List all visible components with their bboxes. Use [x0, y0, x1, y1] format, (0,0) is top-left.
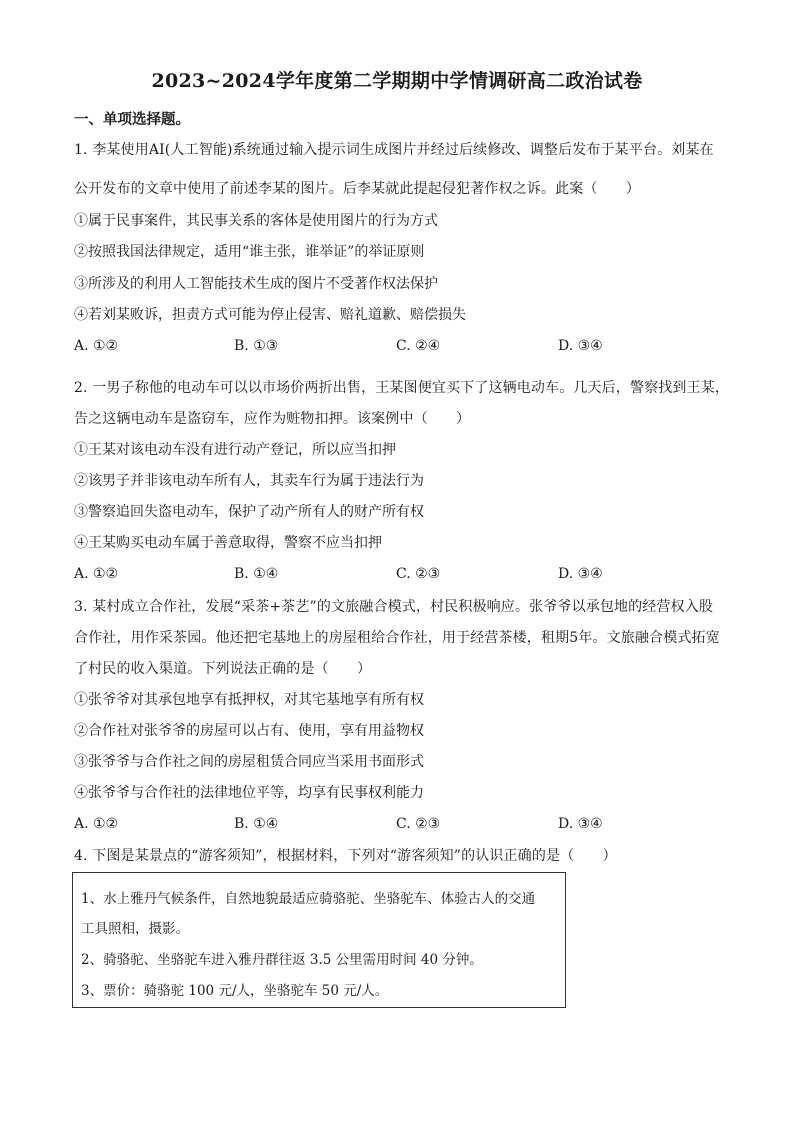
question-3-statement-2: ②合作社对张爷爷的房屋可以占有、使用，享有用益物权 — [74, 723, 424, 739]
question-2-statement-4: ④王某购买电动车属于善意取得，警察不应当扣押 — [74, 535, 382, 551]
question-2-option-a[interactable]: A. ①② — [74, 566, 119, 582]
notice-line-3: 2、骑骆驼、坐骆驼车进入雅丹群往返 3.5 公里需用时间 40 分钟。 — [81, 952, 483, 968]
question-3-stem-line-2: 合作社，用作采茶园。他还把宅基地上的房屋租给合作社，用于经营茶楼，租期5年。文旅融合模式拓宽 — [74, 630, 720, 646]
exam-title: 2023~2024学年度第二学期期中学情调研高二政治试卷 — [151, 70, 643, 92]
question-1-option-d[interactable]: D. ③④ — [558, 338, 603, 354]
question-3-statement-4: ④张爷爷与合作社的法律地位平等，均享有民事权利能力 — [74, 785, 424, 801]
question-1-statement-4: ④若刘某败诉，担责方式可能为停止侵害、赔礼道歉、赔偿损失 — [74, 307, 466, 323]
question-1-stem-line-2: 公开发布的文章中使用了前述李某的图片。后李某就此提起侵犯著作权之诉。此案（ ） — [74, 181, 640, 197]
question-3-stem-line-1: 3. 某村成立合作社，发展“采茶+茶艺”的文旅融合模式，村民积极响应。张爷爷以承包地的经营权入股 — [74, 599, 714, 615]
question-3-statement-3: ③张爷爷与合作社之间的房屋租赁合同应当采用书面形式 — [74, 754, 424, 770]
notice-line-2: 工具照相，摄影。 — [81, 921, 189, 937]
question-2-statement-1: ①王某对该电动车没有进行动产登记，所以应当扣押 — [74, 442, 396, 458]
question-1-option-b[interactable]: B. ①③ — [234, 338, 279, 354]
question-1-option-a[interactable]: A. ①② — [74, 338, 119, 354]
visitor-notice-box — [72, 872, 566, 1008]
question-3-option-d[interactable]: D. ③④ — [558, 816, 603, 832]
question-2-stem-line-2: 告之这辆电动车是盗窃车，应作为赃物扣押。该案例中（ ） — [74, 411, 471, 427]
question-3-statement-1: ①张爷爷对其承包地享有抵押权，对其宅基地享有所有权 — [74, 692, 424, 708]
question-2-options — [74, 566, 714, 584]
question-1-option-c[interactable]: C. ②④ — [396, 338, 441, 354]
notice-line-1: 1、水上雅丹气候条件，自然地貌最适应骑骆驼、坐骆驼车、体验古人的交通 — [81, 891, 536, 907]
question-2-option-d[interactable]: D. ③④ — [558, 566, 603, 582]
question-3-stem-line-3: 了村民的收入渠道。下列说法正确的是（ ） — [74, 661, 372, 677]
question-3-option-c[interactable]: C. ②③ — [396, 816, 441, 832]
question-1-statement-2: ②按照我国法律规定，适用“谁主张，谁举证”的举证原则 — [74, 244, 425, 260]
question-3-options — [74, 816, 714, 834]
question-2-option-c[interactable]: C. ②③ — [396, 566, 441, 582]
question-2-stem-line-1: 2. 一男子称他的电动车可以以市场价两折出售，王某图便宜买下了这辆电动车。几天后，警察找到王某， — [74, 380, 730, 396]
question-1-statement-1: ①属于民事案件，其民事关系的客体是使用图片的行为方式 — [74, 213, 438, 229]
question-2-statement-3: ③警察追回失盗电动车，保护了动产所有人的财产所有权 — [74, 504, 424, 520]
question-2-option-b[interactable]: B. ①④ — [234, 566, 279, 582]
question-1-statement-3: ③所涉及的利用人工智能技术生成的图片不受著作权法保护 — [74, 276, 438, 292]
notice-line-4: 3、票价：骑骆驼 100 元/人，坐骆驼车 50 元/人。 — [81, 983, 389, 999]
question-1-options — [74, 338, 714, 356]
question-1-stem-line-1: 1. 李某使用AI(人工智能)系统通过输入提示词生成图片并经过后续修改、调整后发布于某平台。刘某在 — [74, 142, 714, 158]
section-heading: 一、单项选择题。 — [74, 111, 190, 128]
question-2-statement-2: ②该男子并非该电动车所有人，其卖车行为属于违法行为 — [74, 473, 424, 489]
question-3-option-b[interactable]: B. ①④ — [234, 816, 279, 832]
question-3-option-a[interactable]: A. ①② — [74, 816, 119, 832]
question-4-stem-line-1: 4. 下图是某景点的“游客须知”，根据材料，下列对“游客须知”的认识正确的是（ ） — [74, 848, 617, 864]
